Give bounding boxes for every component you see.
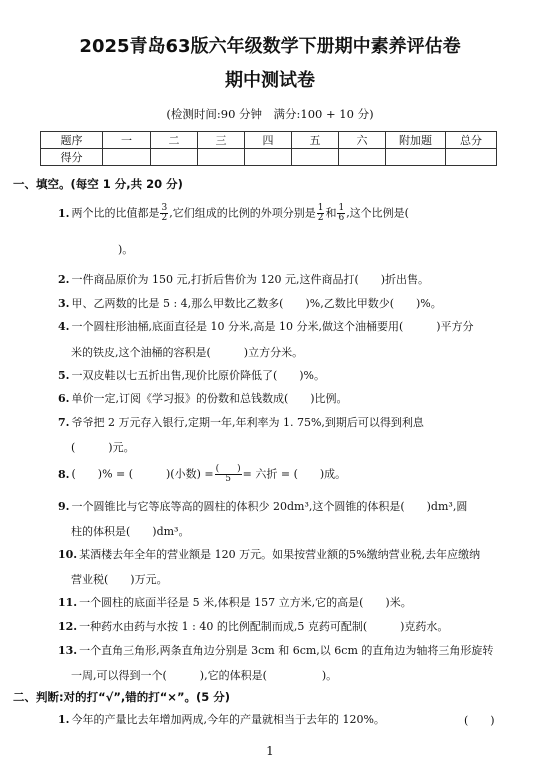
question-text: 和 <box>325 206 337 220</box>
question-number: 1. <box>58 206 70 220</box>
question-text: 一件商品原价为 150 元,打折后售价为 120 元,这件商品打( )折出售。 <box>71 273 430 286</box>
question-5 <box>58 368 508 383</box>
score-cell-empty <box>446 149 497 166</box>
numerator: 3 <box>161 203 168 213</box>
question-9 <box>58 499 508 514</box>
question-text: 爷爷把 2 万元存入银行,定期一年,年利率为 1. 75%,到期后可以得到利息 <box>71 416 424 429</box>
document-title: 2025青岛63版六年级数学下册期中素养评估卷 <box>79 36 461 57</box>
question-number: 3. <box>58 297 70 310</box>
question-1-continuation: )。 <box>118 243 134 256</box>
question-1 <box>58 204 508 223</box>
score-table-score-row <box>41 149 497 166</box>
score-cell-empty <box>151 149 198 166</box>
question-number: 13. <box>58 644 78 657</box>
score-cell-header: 二 <box>151 132 198 149</box>
question-number: 7. <box>58 416 70 429</box>
question-number: 6. <box>58 392 70 405</box>
numerator: ( ) <box>215 464 241 474</box>
question-7 <box>58 415 508 430</box>
question-13-continuation: 一周,可以得到一个( ),它的体积是( )。 <box>71 669 338 682</box>
question-10 <box>58 547 508 562</box>
question-text: 一个直角三角形,两条直角边分别是 3cm 和 6cm,以 6cm 的直角边为轴将三角形旋转 <box>79 644 494 657</box>
denominator: 2 <box>161 213 168 223</box>
question-text: 某酒楼去年全年的营业额是 120 万元。如果按营业额的5%缴纳营业税,去年应缴纳 <box>79 548 481 561</box>
fraction-1-6 <box>337 204 345 223</box>
question-number: 4. <box>58 320 70 333</box>
question-number: 5. <box>58 369 70 382</box>
question-text: 今年的产量比去年增加两成,今年的产量就相当于去年的 120%。 <box>71 713 385 726</box>
question-number: 2. <box>58 273 70 286</box>
score-cell-empty <box>103 149 151 166</box>
question-text: ,这个比例是( <box>346 206 409 220</box>
question-text: 单价一定,订阅《学习报》的份数和总钱数成( )比例。 <box>71 392 348 405</box>
question-8 <box>58 465 508 484</box>
numerator: 1 <box>317 203 324 213</box>
score-row-label: 得分 <box>41 149 103 166</box>
score-cell-empty <box>386 149 446 166</box>
question-11 <box>58 595 508 610</box>
question-text: ,它们组成的比例的外项分别是 <box>169 206 316 220</box>
question-number: 12. <box>58 620 78 633</box>
question-6 <box>58 391 508 406</box>
score-cell-header: 六 <box>339 132 386 149</box>
question-text: 一个圆柱的底面半径是 5 米,体积是 157 立方米,它的高是( )米。 <box>79 596 412 609</box>
question-2 <box>58 272 508 287</box>
score-cell-empty <box>339 149 386 166</box>
question-10-continuation: 营业税( )万元。 <box>71 573 168 586</box>
question-text: 一双皮鞋以七五折出售,现价比原价降低了( )%。 <box>71 369 326 382</box>
question-13 <box>58 643 508 658</box>
fraction-1-2 <box>317 204 325 223</box>
answer-bracket: ( ) <box>464 714 495 727</box>
question-text: 两个比的比值都是 <box>71 206 160 220</box>
score-cell-header: 一 <box>103 132 151 149</box>
question-number: 1. <box>58 713 70 726</box>
score-cell-empty <box>245 149 292 166</box>
fraction-blank-over-5 <box>215 465 242 484</box>
score-cell-label: 题序 <box>41 132 103 149</box>
question-text: 甲、乙两数的比是 5 : 4,那么甲数比乙数多( )%,乙数比甲数少( )%。 <box>71 297 442 310</box>
question-9-continuation: 柱的体积是( )dm³。 <box>71 525 190 538</box>
question-4 <box>58 319 508 334</box>
score-cell-header: 四 <box>245 132 292 149</box>
denominator: 5 <box>225 474 231 484</box>
question-text: 一个圆锥比与它等底等高的圆柱的体积少 20dm³,这个圆锥的体积是( )dm³,圆 <box>71 500 468 513</box>
score-cell-header: 附加题 <box>386 132 446 149</box>
question-number: 10. <box>58 548 78 561</box>
question-12 <box>58 619 508 634</box>
question-number: 9. <box>58 500 70 513</box>
section-heading-judgement: 二、判断:对的打“√”,错的打“×”。(5 分) <box>13 690 231 704</box>
score-table-header-row <box>41 132 497 149</box>
score-cell-empty <box>292 149 339 166</box>
document-subtitle: 期中测试卷 <box>225 70 315 91</box>
fraction-3-2 <box>160 204 168 223</box>
score-table <box>40 131 497 166</box>
question-text: = 六折 = ( )成。 <box>242 467 347 481</box>
denominator: 6 <box>338 213 345 223</box>
score-cell-header: 三 <box>198 132 245 149</box>
judgement-question-1 <box>58 712 508 727</box>
question-4-continuation: 米的铁皮,这个油桶的容积是( )立方分米。 <box>71 346 304 359</box>
page-number: 1 <box>266 744 274 758</box>
numerator: 1 <box>338 203 345 213</box>
section-heading-fill-in: 一、填空。(每空 1 分,共 20 分) <box>13 177 183 191</box>
question-text: ( )% = ( )(小数) = <box>71 467 214 481</box>
score-cell-header: 总分 <box>446 132 497 149</box>
score-cell-header: 五 <box>292 132 339 149</box>
question-3 <box>58 296 508 311</box>
exam-info: (检测时间:90 分钟 满分:100 + 10 分) <box>166 107 374 121</box>
question-number: 11. <box>58 596 78 609</box>
question-text: 一种药水由药与水按 1 : 40 的比例配制而成,5 克药可配制( )克药水。 <box>79 620 449 633</box>
question-number: 8. <box>58 467 70 481</box>
score-cell-empty <box>198 149 245 166</box>
question-7-continuation: ( )元。 <box>71 441 135 454</box>
denominator: 2 <box>317 213 324 223</box>
question-text: 一个圆柱形油桶,底面直径是 10 分米,高是 10 分米,做这个油桶要用( )平方分 <box>71 320 474 333</box>
